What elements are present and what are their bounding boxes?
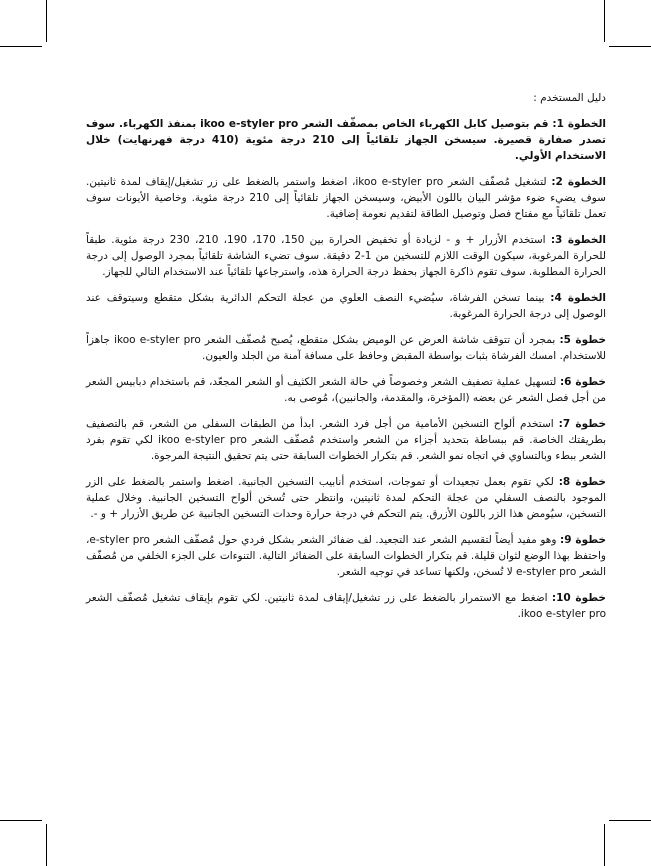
crop-mark-left-top	[0, 46, 42, 47]
step-label: الخطوة 3:	[550, 234, 607, 246]
crop-mark-right-top	[609, 46, 651, 47]
step-3	[86, 232, 606, 280]
step-text: استخدم الأزرار + و - لزيادة أو تخفيض الحرارة بين 150، 170، 190، 210، 230 درجة مئوية. طبقاً للحرارة المرغوبة، سيكون الوقت اللازم للتسخين من 1-2 دقيقة. سوف تضيء الشاشة تلقائياً بمجرد الوصول إلى درجة الحرارة المطلوبة. سوف تقوم ذاكرة الجهاز بحفظ درجة الحرارة هذه، واسترجاعها تلقائياً عند الاستخدام التالي للجهاز.	[86, 234, 606, 278]
step-1	[86, 116, 606, 164]
crop-mark-top-right	[604, 0, 605, 42]
step-8	[86, 474, 606, 522]
step-text: لتسهيل عملية تصفيف الشعر وخصوصاً في حالة الشعر الكثيف أو الشعر المجعّد، قم باستخدام دبابيس الشعر من أجل فصل الشعر عن بعضه (المؤخرة، والمقدمة، والجانبين)، مُوصى به.	[86, 376, 606, 404]
step-text: استخدم ألواح التسخين الأمامية من أجل فرد الشعر. ابدأ من الطبقات السفلى من الشعر، قم بالتصفيف بطريقتك الخاصة. قم ببساطة بتحديد أجزاء من الشعر واستخدم مُصفّف الشعر ikoo e-styler pro لكي تقوم بفرد الشعر ببطء وبالتساوي في اتجاه نمو الشعر. قم بتكرار الخطوات السابقة حتى يتم تحقيق النتيجة المرجوة.	[86, 418, 606, 462]
manual-page	[86, 92, 606, 632]
step-label: الخطوة 4:	[550, 292, 607, 304]
step-label: خطوة 5:	[559, 334, 607, 346]
step-text: قم بتوصيل كابل الكهرباء الخاص بمصفّف الشعر ikoo e-styler pro بمنفذ الكهرباء. سوف تصدر صفارة قصيرة. سيسخن الجهاز تلقائياً إلى 210 درجة مئوية (410 درجة فهرنهايت) خلال الاستخدام الأولي.	[86, 118, 606, 162]
step-7	[86, 416, 606, 464]
step-text: لتشغيل مُصفّف الشعر ikoo e-styler pro، اضغط واستمر بالضغط على زر تشغيل/إيقاف لمدة ثانيتين. سوف يضيء ضوء مؤشر البيان باللون الأبيض، وسيسخن الجهاز تلقائياً إلى 210 درجة مئوية. وخاصية الأيونات سوف تعمل تلقائياً مع مفتاح فصل وتوصيل الطاقة لتقديم نعومة إضافية.	[86, 176, 606, 220]
step-2	[86, 174, 606, 222]
step-4	[86, 290, 606, 322]
step-text: بمجرد أن تتوقف شاشة العرض عن الوميض بشكل متقطع، يُصبح مُصفّف الشعر ikoo e-styler pro جاهزاً للاستخدام. امسك الفرشاة بثبات بواسطة المقبض وحافظ على مسافة آمنة من الجلد والعيون.	[86, 334, 606, 362]
step-9	[86, 532, 606, 580]
crop-mark-left-bottom	[0, 820, 42, 821]
step-5	[86, 332, 606, 364]
step-label: خطوة 8:	[558, 476, 606, 488]
step-10	[86, 590, 606, 622]
step-text: لكي تقوم بعمل تجعيدات أو تموجات، استخدم أنابيب التسخين الجانبية. اضغط واستمر بالضغط على الزر الموجود بالنصف السفلي من عجلة التحكم لمدة ثانيتين، وانتظر حتى تُسخن ألواح التسخين الجانبية. وخلال عملية التسخين، سيُومض هذا الزر باللون الأزرق. يتم التحكم في درجة حرارة وحدات التسخين الجانبية عن طريق الأزرار + و -.	[86, 476, 606, 520]
crop-mark-bottom-left	[46, 824, 47, 866]
step-text: بينما تسخن الفرشاة، سيُضيء النصف العلوي من عجلة التحكم الدائرية بشكل متقطع وسيتوقف عند الوصول إلى درجة الحرارة المرغوبة.	[86, 292, 606, 320]
page-title: دليل المستخدم :	[533, 92, 606, 104]
crop-mark-top-left	[46, 0, 47, 42]
step-label: الخطوة 2:	[551, 176, 606, 188]
step-label: خطوة 6:	[559, 376, 606, 388]
step-text: وهو مفيد أيضاً لتقسيم الشعر عند التجعيد. لف ضفائر الشعر بشكل فردي حول مُصفّف الشعر e-styler pro، واحتفظ بهذا الوضع لثوان قليلة. قم بتكرار الخطوات السابقة على الضفائر التالية. التنوءات على الجزء الخلفي من مُصفّف الشعر e-styler pro لا تُسخن، ولكنها تساعد في توجيه الشعر.	[86, 534, 606, 578]
step-6	[86, 374, 606, 406]
crop-mark-bottom-right	[604, 824, 605, 866]
step-label: الخطوة 1:	[552, 118, 606, 130]
step-label: خطوة 10:	[551, 592, 606, 604]
step-label: خطوة 7:	[558, 418, 607, 430]
step-text: اضغط مع الاستمرار بالضغط على زر تشغيل/إيقاف لمدة ثانيتين. لكي تقوم بإيقاف تشغيل مُصفّف الشعر ikoo e-styler pro.	[86, 592, 606, 620]
step-label: خطوة 9:	[560, 534, 607, 546]
crop-mark-right-bottom	[609, 820, 651, 821]
